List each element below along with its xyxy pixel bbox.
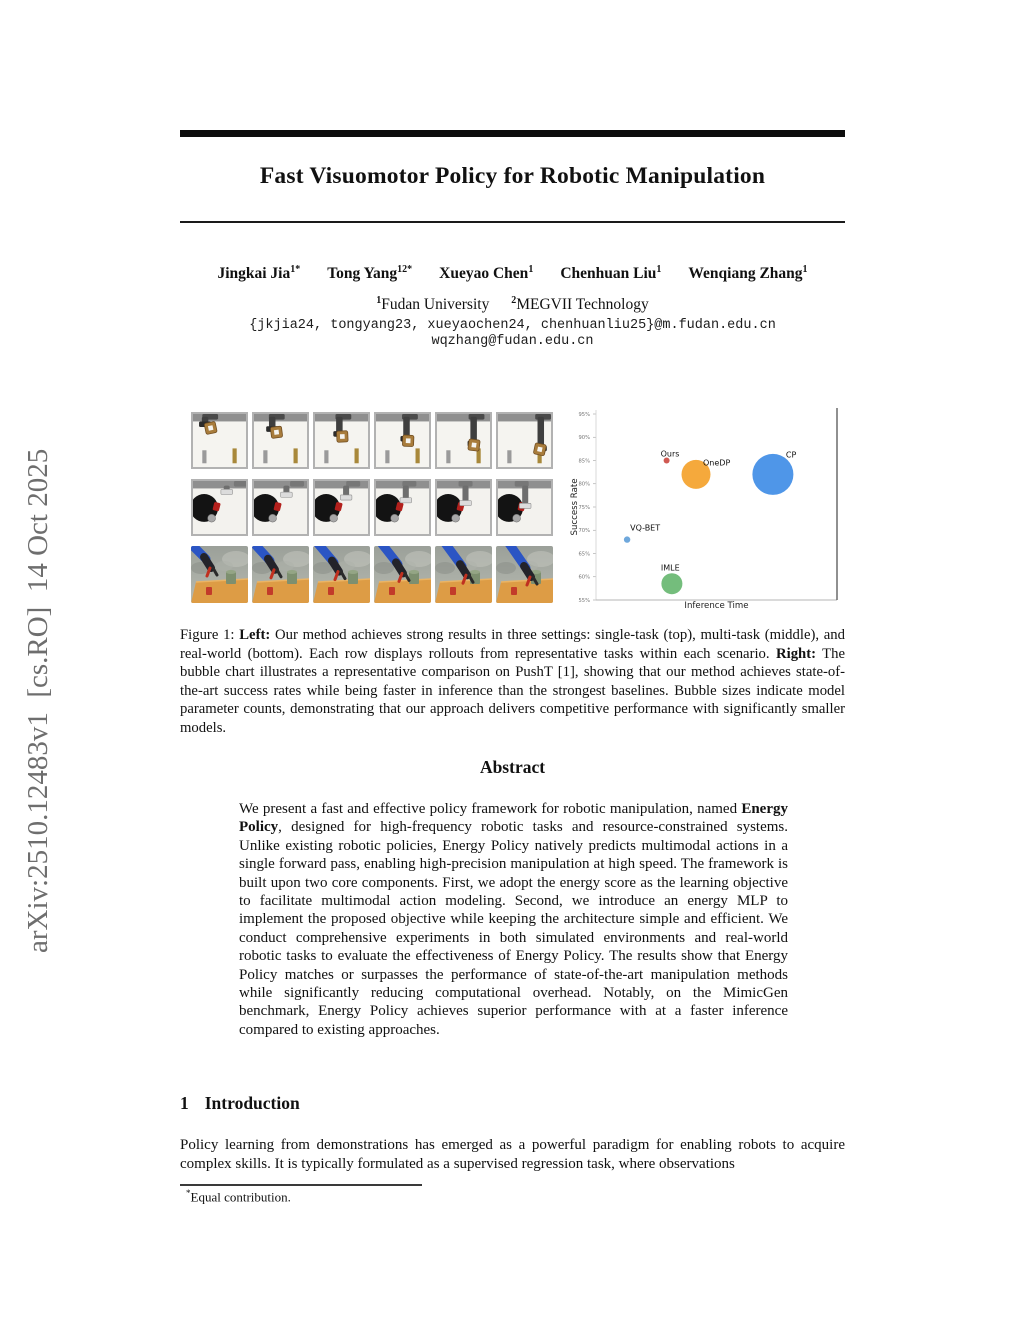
section-number: 1 — [180, 1093, 189, 1113]
sim-frame — [498, 414, 551, 467]
rollout-thumbnail-single-task-row-6 — [496, 412, 553, 469]
method-name: Energy Policy — [239, 801, 788, 836]
square-nut-icon — [270, 426, 282, 438]
bubble-label-cp: CP — [785, 450, 797, 460]
rollout-thumbnail-single-task-row-3 — [313, 412, 370, 469]
real-world-frame — [313, 546, 370, 603]
sim-frame — [498, 481, 551, 534]
gold-peg-icon — [416, 448, 420, 463]
y-tick-label: 95% — [578, 411, 590, 418]
gold-peg-icon — [355, 448, 359, 463]
rollout-thumbnail-real-world-row-6 — [496, 546, 553, 603]
section-heading-introduction: 1 Introduction — [180, 1093, 300, 1113]
caption-right-label: Right: — [776, 645, 816, 662]
top-rule — [180, 130, 845, 137]
wooden-table-icon — [313, 579, 370, 603]
red-block-icon — [389, 587, 395, 595]
figure1-bubble-chart — [570, 404, 844, 610]
title-divider — [180, 221, 845, 223]
red-block-icon — [328, 587, 334, 595]
author: Wenqiang Zhang$^1$ — [688, 264, 808, 283]
affiliation-list — [180, 295, 845, 314]
paper-title: Fast Visuomotor Policy for Robotic Manipulation — [259, 163, 766, 189]
wooden-table-icon — [252, 579, 309, 603]
sim-frame — [437, 414, 490, 467]
email-line: wqzhang@fudan.edu.cn — [431, 334, 594, 349]
sim-frame — [254, 481, 307, 534]
rollout-thumbnail-single-task-row-5 — [435, 412, 492, 469]
figure1-caption: Figure 1: Left: Our method achieves strong results in three settings: single-task (top), multi-task (middle), and real-world (bottom). Each row displays rollouts from representative tasks within each scenario. Right: The bubble chart illustrates a representative comparison on PushT [1], showing that our method achieves state-of-the-art success rates while being faster in inference than the strongest baselines. Bubble sizes indicate model parameter counts, demonstrating that our approach delivers competitive performance with significantly smaller models. — [180, 627, 845, 736]
robot-arm-icon — [343, 486, 349, 496]
real-world-frame — [374, 546, 431, 603]
wooden-table-icon — [496, 579, 553, 603]
affiliation: $^1$Fudan University — [376, 295, 490, 314]
author-list — [150, 264, 875, 283]
gray-peg-icon — [324, 450, 328, 463]
bubble-imle — [661, 573, 682, 594]
gray-peg-icon — [263, 450, 267, 463]
affiliation: $^2$MEGVII Technology — [511, 295, 649, 314]
rollout-thumbnail-multi-task-row-4 — [374, 479, 431, 536]
gold-peg-icon — [294, 448, 298, 463]
rollout-thumbnail-multi-task-row-1 — [191, 479, 248, 536]
red-block-icon — [511, 587, 517, 595]
red-block-icon — [267, 587, 273, 595]
author: Xueyao Chen$^1$ — [439, 264, 534, 283]
abstract-body: We present a fast and effective policy framework for robotic manipulation, named Energy Policy, designed for high-frequency robotic tasks and resource-constrained systems. Unlike existing robotic policies, Energy Policy natively predicts multimodal actions in a single forward pass, enabling high-precision manipulation at high speed. The framework is built upon two core components. First, we adopt the energy score as the learning objective to facilitate multimodal action modeling. Second, we introduce an energy MLP to implement the proposed objective while keeping the architecture simple and efficient. We conduct comprehensive experiments in both simulated environments and real-world robotic tasks to evaluate the effectiveness of Energy Policy. The results show that Energy Policy matches or surpasses the performance of state-of-the-art manipulation methods while significantly reducing computational overhead. Notably, on the MimicGen benchmark, Energy Policy achieves superior performance with at a faster inference compared to existing approaches. — [239, 801, 788, 1038]
robot-arm-icon — [403, 486, 409, 499]
gray-peg-icon — [446, 450, 450, 463]
bubble-cp — [752, 454, 793, 495]
gold-peg-icon — [233, 448, 237, 463]
figure1-rollout-grid — [191, 412, 553, 603]
y-tick-label: 65% — [578, 551, 590, 558]
y-axis-label: Success Rate — [570, 478, 580, 536]
bubble-label-onedp: OneDP — [703, 458, 731, 468]
knob-icon — [513, 514, 521, 522]
rollout-thumbnail-single-task-row-4 — [374, 412, 431, 469]
author: Chenhuan Liu$^1$ — [560, 264, 662, 283]
bubble-label-imle: IMLE — [660, 563, 680, 573]
sim-frame — [193, 414, 246, 467]
square-nut-icon — [533, 443, 546, 456]
sim-frame — [193, 481, 246, 534]
real-world-frame — [252, 546, 309, 603]
y-tick-label: 85% — [578, 458, 590, 465]
rollout-thumbnail-single-task-row-1 — [191, 412, 248, 469]
y-tick-label: 60% — [578, 574, 590, 581]
robot-arm-icon — [522, 486, 528, 505]
knob-icon — [452, 514, 460, 522]
caption-left-label: Left: — [239, 627, 271, 643]
author: Tong Yang$^{12*}$ — [327, 264, 413, 283]
rollout-thumbnail-real-world-row-2 — [252, 546, 309, 603]
x-axis-label: Inference Time — [684, 601, 749, 610]
rollout-thumbnail-multi-task-row-6 — [496, 479, 553, 536]
knob-icon — [208, 514, 216, 522]
introduction-paragraph: Policy learning from demonstrations has emerged as a powerful paradigm for enabling robots to acquire complex skills. It is typically formulated as a supervised regression task, where observations — [180, 1137, 845, 1172]
email-line: {jkjia24, tongyang23, xueyaochen24, chenhuanliu25}@m.fudan.edu.cn — [249, 318, 776, 333]
sim-frame — [315, 414, 368, 467]
wooden-table-icon — [191, 579, 248, 603]
real-world-frame — [435, 546, 492, 603]
author-emails — [180, 318, 845, 350]
sim-frame — [437, 481, 490, 534]
sim-frame — [376, 414, 429, 467]
rollout-thumbnail-multi-task-row-2 — [252, 479, 309, 536]
red-block-icon — [206, 587, 212, 595]
y-tick-label: 55% — [578, 597, 590, 604]
y-tick-label: 90% — [578, 435, 590, 442]
knob-icon — [391, 514, 399, 522]
knob-icon — [269, 514, 277, 522]
abstract-heading: Abstract — [479, 757, 546, 777]
footnote-equal-contribution: *Equal contribution. — [186, 1188, 291, 1205]
real-world-frame — [191, 546, 248, 603]
sim-frame — [315, 481, 368, 534]
sim-frame — [376, 481, 429, 534]
rollout-thumbnail-real-world-row-3 — [313, 546, 370, 603]
knob-icon — [330, 514, 338, 522]
gray-peg-icon — [202, 450, 206, 463]
arxiv-sidebar-watermark: arXiv:2510.12483v1 [cs.RO] 14 Oct 2025 — [22, 448, 54, 953]
bubble-label-ours: Ours — [660, 449, 680, 459]
bubble-vq-bet — [624, 536, 630, 542]
rollout-thumbnail-real-world-row-1 — [191, 546, 248, 603]
sim-frame — [254, 414, 307, 467]
rollout-thumbnail-real-world-row-4 — [374, 546, 431, 603]
bubble-label-vq-bet: VQ-BET — [630, 523, 661, 533]
gray-peg-icon — [385, 450, 389, 463]
gray-peg-icon — [507, 450, 511, 463]
robot-arm-icon — [462, 486, 468, 502]
red-block-icon — [450, 587, 456, 595]
rollout-thumbnail-multi-task-row-3 — [313, 479, 370, 536]
rollout-thumbnail-multi-task-row-5 — [435, 479, 492, 536]
rollout-thumbnail-real-world-row-5 — [435, 546, 492, 603]
real-world-frame — [496, 546, 553, 603]
caption-figure-label: Figure 1: — [180, 627, 240, 643]
square-nut-icon — [337, 431, 349, 443]
y-tick-label: 80% — [578, 481, 590, 488]
rollout-thumbnail-single-task-row-2 — [252, 412, 309, 469]
y-tick-label: 75% — [578, 504, 590, 511]
author: Jingkai Jia$^{1*}$ — [217, 264, 301, 283]
y-tick-label: 70% — [578, 528, 590, 535]
square-nut-icon — [204, 421, 217, 434]
square-nut-icon — [402, 435, 414, 447]
square-nut-icon — [468, 439, 480, 451]
footnote-rule — [180, 1184, 422, 1186]
wooden-table-icon — [374, 579, 431, 603]
